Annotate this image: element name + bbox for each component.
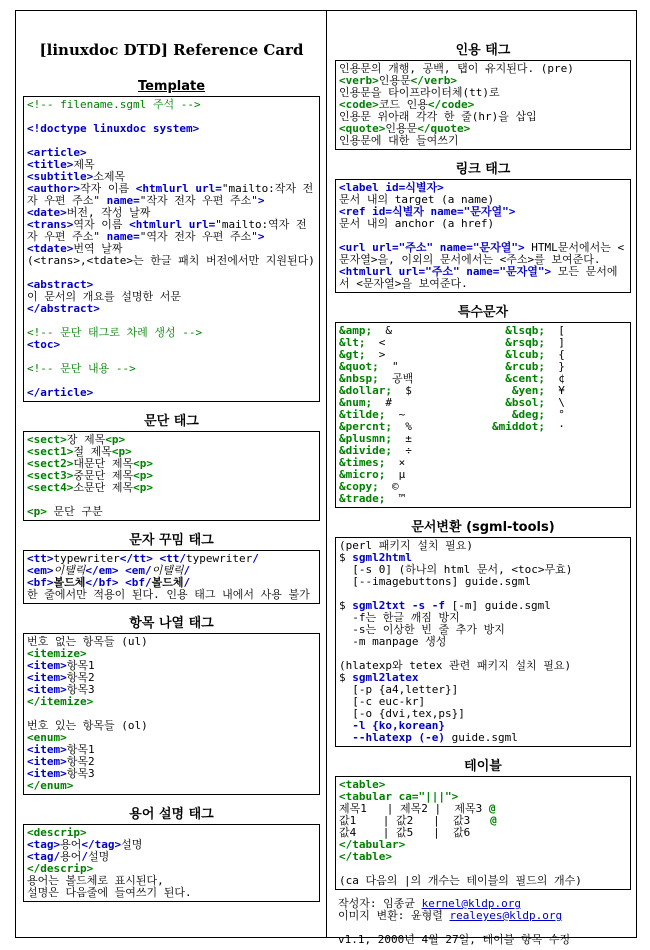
tag-green: </itemize> xyxy=(27,695,94,708)
text: ~ xyxy=(385,408,406,421)
text: 값1 | 값2 | 값3 xyxy=(339,814,491,827)
text: 장 제목 xyxy=(66,433,106,446)
tag-blue: <tag/ xyxy=(27,850,61,863)
tag-green: &micro; xyxy=(339,468,386,481)
tag-green: &trade; xyxy=(339,492,386,505)
heading-paragraph-tags: 문단 태그 xyxy=(144,414,199,429)
text: typewriter xyxy=(53,552,120,565)
code-line xyxy=(339,242,627,266)
text: 한 줄에서만 적용이 된다. 인용 태그 내에서 사용 불가 xyxy=(27,588,310,601)
text: 볼드체 xyxy=(151,576,184,589)
text: < xyxy=(365,336,386,349)
tag-blue: <item> xyxy=(27,659,67,672)
text: × xyxy=(385,456,406,469)
tag-blue: -l {ko,korean} xyxy=(352,719,445,732)
tag-blue: <tag> xyxy=(27,838,61,851)
text: } xyxy=(545,360,565,373)
tag-green: &bsol; xyxy=(505,396,545,409)
tag-blue: name= xyxy=(106,230,140,243)
code-line xyxy=(27,720,316,732)
tag-blue: <htmlurl url= xyxy=(135,182,222,195)
tag-blue: > xyxy=(257,194,265,207)
code-line xyxy=(339,636,627,648)
tag-blue: <htmlurl url="주소" name="문자열"> xyxy=(339,265,552,278)
code-line xyxy=(27,123,316,135)
code-line xyxy=(339,135,627,147)
text: HTML문서에서는 <문자열>을, 이외의 문서에서는 <주소>를 보여준다. xyxy=(339,241,625,266)
text: [-p {a4,letter}] xyxy=(339,683,459,696)
heading-template: Template xyxy=(137,79,206,94)
text: $ xyxy=(339,671,353,684)
code-line xyxy=(27,219,316,243)
email-link[interactable]: realeyes@kldp.org xyxy=(449,909,563,922)
code-line xyxy=(339,875,627,887)
tag-blue: / xyxy=(183,576,191,589)
text: 제목1 | 제목2 | 제목3 xyxy=(339,802,489,815)
text: 소제목 xyxy=(93,170,126,183)
tag-blue: <author> xyxy=(27,182,80,195)
description-tags-box xyxy=(23,824,320,902)
tag-green: &middot; xyxy=(492,420,545,433)
code-line xyxy=(27,589,316,601)
tag-blue: </bf> xyxy=(85,576,119,589)
text: 모든 문서에서 <문자열>을 보여준다. xyxy=(339,265,618,290)
special-col2 xyxy=(483,325,627,505)
text: 문단 구분 xyxy=(46,505,103,518)
text: µ xyxy=(385,468,406,481)
text: ] xyxy=(545,336,565,349)
text: 인용문 위아래 각각 한 줄(hr)을 삽입 xyxy=(339,110,537,123)
text: (ca 다음의 |의 개수는 테이블의 필드의 개수) xyxy=(339,874,582,887)
text: © xyxy=(378,480,399,493)
tag-green: &nbsp; xyxy=(339,372,379,385)
text: 대문단 제목 xyxy=(73,457,134,470)
tag-blue: / xyxy=(183,564,191,577)
paragraph-tags-box xyxy=(23,431,320,521)
text: 이 문서의 개요를 설명한 서문 xyxy=(27,290,182,303)
tag-green: </table> xyxy=(339,850,392,863)
tag-green: &lsqb; xyxy=(505,324,545,337)
text: 문서 내의 target (a name) xyxy=(339,193,495,206)
special-chars-box xyxy=(335,322,631,508)
text: " xyxy=(378,360,399,373)
tag-blue: sgml2txt -s -f xyxy=(352,599,445,612)
tag-green: </tabular> xyxy=(339,838,406,851)
tag-blue: / xyxy=(252,552,259,565)
text: & xyxy=(372,324,392,337)
reference-card xyxy=(15,10,637,946)
tag-green: </quote> xyxy=(417,122,471,135)
code-line xyxy=(339,218,627,230)
code-line xyxy=(339,576,627,588)
tag-blue: <url url="주소" name="문자열"> xyxy=(339,241,525,254)
code-line xyxy=(339,732,627,744)
tag-blue: <em/ xyxy=(125,564,152,577)
tag-green: &divide; xyxy=(339,444,392,457)
text: [-c euc-kr] xyxy=(339,695,426,708)
text: 용어 xyxy=(60,850,82,863)
text: 용어는 볼드체로 표시된다, xyxy=(27,874,164,887)
text: 코드 인용 xyxy=(378,98,428,111)
tag-blue: <item> xyxy=(27,767,67,780)
tag-green: <verb> xyxy=(339,74,379,87)
tag-blue: <toc> xyxy=(27,338,61,351)
text: 번호 있는 항목들 (ol) xyxy=(27,719,148,732)
code-line xyxy=(339,851,627,863)
tag-blue: <tt> xyxy=(27,552,54,565)
tag-green: &rsqb; xyxy=(505,336,545,349)
tag-green: <!-- filename.sgml 주석 --> xyxy=(27,98,201,111)
code-line xyxy=(483,421,627,433)
text: 중문단 제목 xyxy=(73,469,134,482)
code-line xyxy=(27,339,316,351)
text: [--imagebuttons] guide.sgml xyxy=(339,575,532,588)
text: 공백 xyxy=(378,372,414,385)
tag-green: <table> xyxy=(339,778,386,791)
tag-green: <!-- 문단 태그로 차례 생성 --> xyxy=(27,326,203,339)
code-line xyxy=(339,493,483,505)
text: $ xyxy=(391,384,412,397)
code-line xyxy=(27,387,316,399)
tag-green: <p> xyxy=(111,445,132,458)
text: v1.1, 2000년 4월 27일, 테이블 항목 수정 xyxy=(338,933,571,946)
text: # xyxy=(372,396,392,409)
tag-green: <p> xyxy=(133,481,153,494)
text: 설명 xyxy=(121,838,143,851)
tag-green: </descrip> xyxy=(27,862,94,875)
code-line xyxy=(339,266,627,290)
tag-green: <sect3> xyxy=(27,469,74,482)
text: -m manpage 생성 xyxy=(339,635,447,648)
tag-green: </enum> xyxy=(27,779,74,792)
tag-green: &rcub; xyxy=(505,360,545,373)
template-box xyxy=(23,96,320,402)
heading-char-decoration-tags: 문자 꾸밈 태그 xyxy=(129,533,214,548)
tag-green: <p> xyxy=(133,457,153,470)
text: (<trans>,<tdate>는 한글 패치 버전에서만 지원된다) xyxy=(27,254,315,267)
tag-blue: <subtitle> xyxy=(27,170,94,183)
text: 이탤릭 xyxy=(53,564,86,577)
text: 버전, 작성 날짜 xyxy=(66,206,151,219)
text: ° xyxy=(545,408,565,421)
heading-table-tags: 테이블 xyxy=(464,759,502,774)
link-tags-box xyxy=(335,179,631,293)
text: \ xyxy=(545,396,565,409)
tag-green: <descrip> xyxy=(27,826,87,839)
heading-special-chars: 특수문자 xyxy=(457,305,509,320)
tag-blue: <article> xyxy=(27,146,87,159)
text: 문서 내의 anchor (a href) xyxy=(339,217,495,230)
tag-blue: </article> xyxy=(27,386,94,399)
text: [-o {dvi,tex,ps}] xyxy=(339,707,465,720)
right-column xyxy=(335,11,631,948)
tag-green: &dollar; xyxy=(339,384,392,397)
text: "mailto:작자 전자 우편 주소" xyxy=(27,182,314,207)
text xyxy=(339,731,352,744)
text: 역자 이름 xyxy=(73,218,130,231)
doc-convert-box xyxy=(335,537,631,747)
tag-green: <enum> xyxy=(27,731,67,744)
text: 설명 xyxy=(88,850,110,863)
page-title: [linuxdoc DTD] Reference Card xyxy=(39,41,304,59)
text: 볼드체 xyxy=(53,576,86,589)
tag-blue: <trans> xyxy=(27,218,74,231)
tag-blue: <!doctype linuxdoc system> xyxy=(27,122,200,135)
text: { xyxy=(545,348,565,361)
code-line xyxy=(338,910,628,922)
text: 절 제목 xyxy=(73,445,112,458)
code-line xyxy=(27,183,316,207)
tag-blue: <tt/ xyxy=(159,552,186,565)
footer xyxy=(335,896,631,948)
text: ™ xyxy=(385,492,406,505)
tag-blue: </tag> xyxy=(81,838,122,851)
tag-green: <p> xyxy=(133,469,153,482)
text: 인용문에 대한 들여쓰기 xyxy=(339,134,459,147)
tag-green: <quote> xyxy=(339,122,386,135)
text: 항목1 xyxy=(66,743,95,756)
text: 항목1 xyxy=(66,659,95,672)
text: 작성자: 임종균 xyxy=(338,897,422,910)
text: 번호 없는 항목들 (ul) xyxy=(27,635,148,648)
tag-blue: <htmlurl url= xyxy=(129,218,216,231)
tag-blue: </abstract> xyxy=(27,302,100,315)
heading-description-tags: 용어 설명 태그 xyxy=(129,807,214,822)
code-line xyxy=(27,780,316,792)
column-divider xyxy=(326,11,327,937)
text: [-s 0] (하나의 html 문서, <toc>무효) xyxy=(339,563,573,576)
code-line xyxy=(27,696,316,708)
heading-quote-tags: 인용 태그 xyxy=(455,43,511,58)
text: 제목 xyxy=(73,158,95,171)
list-tags-box xyxy=(23,633,320,795)
left-column xyxy=(23,11,320,902)
text: · xyxy=(545,420,565,433)
text: -s는 이상한 빈 줄 추가 방지 xyxy=(339,623,505,636)
text: 값4 | 값5 | 값6 xyxy=(339,826,471,839)
text: "mailto:역자 전자 우편 주소" xyxy=(27,218,307,243)
code-line xyxy=(27,255,316,267)
tag-blue: > xyxy=(257,230,265,243)
text: 인용문 xyxy=(378,74,411,87)
special-col1 xyxy=(339,325,483,505)
tag-blue: <item> xyxy=(27,755,67,768)
tag-green: <sect4> xyxy=(27,481,74,494)
tag-green: <tabular ca="|||"> xyxy=(339,790,459,803)
text: 항목3 xyxy=(66,683,95,696)
tag-green: &cent; xyxy=(505,372,545,385)
text: % xyxy=(391,420,412,433)
tag-blue: / xyxy=(81,850,89,863)
tag-blue: </tt> xyxy=(119,552,153,565)
quote-tags-box xyxy=(335,60,631,150)
tag-blue: <bf/ xyxy=(125,576,152,589)
tag-green: &copy; xyxy=(339,480,379,493)
text: "역자 전자 우편 주소" xyxy=(139,230,258,243)
code-line xyxy=(27,303,316,315)
text: (hlatexp와 tetex 관련 패키지 설치 필요) xyxy=(339,659,572,672)
tag-green: &num; xyxy=(339,396,373,409)
tag-blue: <date> xyxy=(27,206,67,219)
text: 설명은 다음줄에 들여쓰기 된다. xyxy=(27,886,192,899)
text: guide.sgml xyxy=(444,731,518,744)
text: > xyxy=(365,348,386,361)
tag-green: <sect1> xyxy=(27,445,74,458)
text: 소문단 제목 xyxy=(73,481,134,494)
text: [-m] guide.sgml xyxy=(444,599,551,612)
text: ¢ xyxy=(545,372,565,385)
tag-blue: sgml2latex xyxy=(352,671,419,684)
tag-green: &times; xyxy=(339,456,386,469)
tag-blue: </em> xyxy=(85,564,119,577)
tag-green: <p> xyxy=(27,505,47,518)
tag-green: @ xyxy=(490,814,497,827)
tag-blue: --hlatexp (-e) xyxy=(352,731,445,744)
tag-blue: <bf> xyxy=(27,576,54,589)
tag-green: &deg; xyxy=(511,408,545,421)
heading-doc-convert: 문서변환 (sgml-tools) xyxy=(411,520,555,535)
email-link[interactable]: kernel@kldp.org xyxy=(421,897,521,910)
tag-blue: <item> xyxy=(27,671,67,684)
tag-green: </verb> xyxy=(410,74,457,87)
text: ¥ xyxy=(545,384,565,397)
char-decoration-box xyxy=(23,550,320,604)
tag-green: <p> xyxy=(105,433,126,446)
code-line xyxy=(27,363,316,375)
tag-green: <!-- 문단 내용 --> xyxy=(27,362,136,375)
code-line xyxy=(27,506,316,518)
tag-green: <sect> xyxy=(27,433,67,446)
text: 번역 날짜 xyxy=(73,242,123,255)
text: 인용문 xyxy=(385,122,418,135)
text: (perl 패키지 설치 필요) xyxy=(339,539,473,552)
tag-blue: <item> xyxy=(27,743,67,756)
tag-green: &percnt; xyxy=(339,420,392,433)
tag-green: &yen; xyxy=(511,384,545,397)
tag-green: @ xyxy=(488,802,496,815)
text: 인용문을 타이프라이터체(tt)로 xyxy=(339,86,500,99)
tag-green: &gt; xyxy=(339,348,366,361)
tag-green: &plusmn; xyxy=(339,432,392,445)
tag-green: &lcub; xyxy=(505,348,545,361)
text: [ xyxy=(545,324,565,337)
text: 인용문의 개행, 공백, 탭이 유지된다. (pre) xyxy=(339,62,574,75)
tag-green: </code> xyxy=(427,98,475,111)
text: 이탤릭 xyxy=(151,564,184,577)
tag-green: <sect2> xyxy=(27,457,74,470)
tag-blue: <title> xyxy=(27,158,74,171)
text: 항목2 xyxy=(66,671,95,684)
code-line xyxy=(27,327,316,339)
tag-blue: sgml2html xyxy=(352,551,412,564)
tag-green: &quot; xyxy=(339,360,379,373)
tag-green: &amp; xyxy=(339,324,373,337)
tag-blue: <ref id=식별자 name="문자열"> xyxy=(339,205,516,218)
text: -f는 한글 깨짐 방지 xyxy=(339,611,460,624)
tag-green: &tilde; xyxy=(339,408,386,421)
text: $ xyxy=(339,551,353,564)
text: 용어 xyxy=(60,838,82,851)
text: ÷ xyxy=(391,444,412,457)
tag-blue: name= xyxy=(106,194,140,207)
text: ± xyxy=(391,432,412,445)
code-line xyxy=(338,934,628,946)
tag-green: <itemize> xyxy=(27,647,87,660)
code-line xyxy=(27,482,316,494)
tag-blue: <abstract> xyxy=(27,278,94,291)
text: 항목3 xyxy=(66,767,95,780)
text: 이미지 변환: 윤형렬 xyxy=(338,909,450,922)
text: $ xyxy=(339,599,353,612)
text: 작자 이름 xyxy=(79,182,136,195)
tag-blue: <item> xyxy=(27,683,67,696)
text: "작자 전자 우편 주소" xyxy=(139,194,258,207)
table-tags-box xyxy=(335,776,631,890)
tag-blue: <tdate> xyxy=(27,242,74,255)
code-line xyxy=(27,887,316,899)
tag-green: &lt; xyxy=(339,336,366,349)
text: 항목2 xyxy=(66,755,95,768)
text: typewriter xyxy=(185,552,253,565)
tag-blue: <label id=식별자> xyxy=(339,181,444,194)
tag-blue: <em> xyxy=(27,564,54,577)
tag-green: <code> xyxy=(339,98,379,111)
code-line xyxy=(27,99,316,111)
heading-link-tags: 링크 태그 xyxy=(455,162,511,177)
heading-list-tags: 항목 나열 태그 xyxy=(129,616,214,631)
